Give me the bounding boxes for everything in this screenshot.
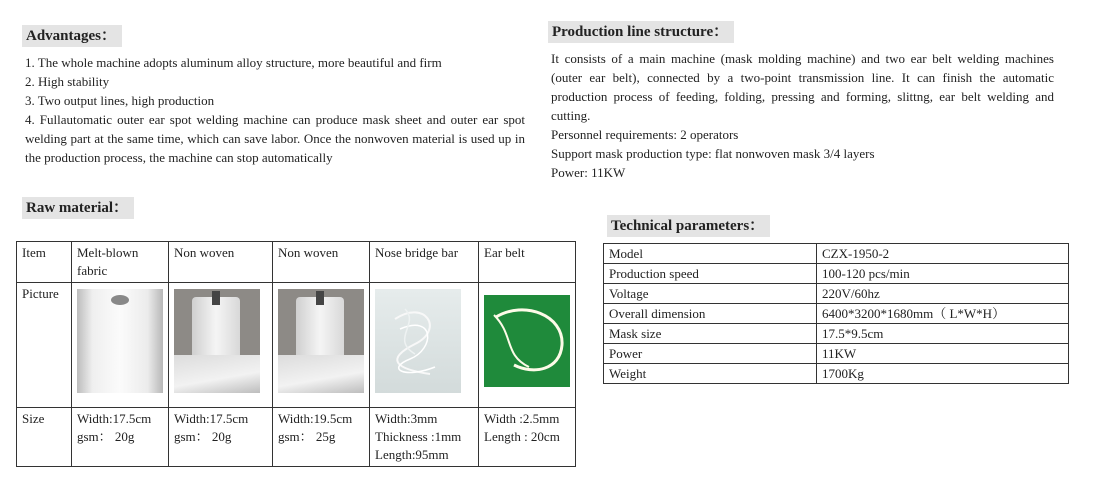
material-picture-cell xyxy=(169,283,273,408)
material-name: Nose bridge bar xyxy=(370,242,479,283)
power-text: Power: 11KW xyxy=(551,165,626,180)
table-row xyxy=(604,304,1069,324)
param-value: 6400*3200*1680mm（ L*W*H） xyxy=(817,304,1069,324)
material-picture-cell xyxy=(273,283,370,408)
table-row xyxy=(604,344,1069,364)
nose-bridge-wire-image xyxy=(375,289,461,393)
ear-belt-loop-image xyxy=(484,295,570,387)
support-type: Support mask production type: flat nonwoven mask 3/4 layers xyxy=(551,146,875,161)
table-row xyxy=(604,284,1069,304)
param-value: 1700Kg xyxy=(817,364,1069,384)
size-line: gsm： 25g xyxy=(278,429,336,444)
size-line: Length : 20cm xyxy=(484,429,560,444)
material-name: Non woven xyxy=(273,242,370,283)
melt-blown-roll-image xyxy=(77,289,163,393)
material-size xyxy=(72,408,169,467)
param-value: 100-120 pcs/min xyxy=(817,264,1069,284)
param-key: Overall dimension xyxy=(604,304,817,324)
size-line: gsm： 20g xyxy=(77,429,135,444)
material-name: Non woven xyxy=(169,242,273,283)
advantages-list xyxy=(25,53,525,167)
material-name: Ear belt xyxy=(479,242,576,283)
advantage-item: 3. Two output lines, high production xyxy=(25,93,215,108)
material-picture-cell xyxy=(370,283,479,408)
material-name: Melt-blown fabric xyxy=(72,242,169,283)
size-line: Width:17.5cm xyxy=(77,411,152,426)
param-key: Mask size xyxy=(604,324,817,344)
advantages-heading: Advantages： xyxy=(22,25,122,47)
raw-material-table xyxy=(16,241,576,467)
advantage-item: 4. Fullautomatic outer ear spot welding machine can produce mask sheet and outer ear spot welding part at the same time, which can save labor. Once the nonwoven material is used up in the production process, the machine can stop automatically xyxy=(25,112,525,165)
size-line: gsm： 20g xyxy=(174,429,232,444)
row-label-picture: Picture xyxy=(17,283,72,408)
advantage-item: 1. The whole machine adopts aluminum alloy structure, more beautiful and firm xyxy=(25,55,442,70)
table-row xyxy=(604,324,1069,344)
table-row xyxy=(604,244,1069,264)
production-heading: Production line structure： xyxy=(548,21,734,43)
nonwoven-roll-image xyxy=(174,289,260,393)
param-key: Voltage xyxy=(604,284,817,304)
param-value: 220V/60hz xyxy=(817,284,1069,304)
nonwoven-roll-image xyxy=(278,289,364,393)
size-line: Thickness :1mm xyxy=(375,429,462,444)
table-row xyxy=(17,408,576,467)
personnel-requirements: Personnel requirements: 2 operators xyxy=(551,127,739,142)
row-label-size: Size xyxy=(17,408,72,467)
param-key: Model xyxy=(604,244,817,264)
size-line: Width:17.5cm xyxy=(174,411,249,426)
table-row xyxy=(17,242,576,283)
production-description xyxy=(551,49,1054,182)
material-size xyxy=(370,408,479,467)
advantage-item: 2. High stability xyxy=(25,74,110,89)
size-line: Length:95mm xyxy=(375,447,449,462)
param-key: Power xyxy=(604,344,817,364)
material-size xyxy=(273,408,370,467)
size-line: Width:3mm xyxy=(375,411,438,426)
raw-material-heading: Raw material： xyxy=(22,197,134,219)
technical-parameters-table xyxy=(603,243,1069,384)
material-size xyxy=(169,408,273,467)
param-value: CZX-1950-2 xyxy=(817,244,1069,264)
param-value: 11KW xyxy=(817,344,1069,364)
table-row xyxy=(604,264,1069,284)
material-picture-cell xyxy=(72,283,169,408)
material-size xyxy=(479,408,576,467)
table-row xyxy=(17,283,576,408)
param-key: Production speed xyxy=(604,264,817,284)
material-picture-cell xyxy=(479,283,576,408)
technical-heading: Technical parameters： xyxy=(607,215,770,237)
size-line: Width:19.5cm xyxy=(278,411,353,426)
param-value: 17.5*9.5cm xyxy=(817,324,1069,344)
row-label-item: Item xyxy=(17,242,72,283)
table-row xyxy=(604,364,1069,384)
production-text: It consists of a main machine (mask molding machine) and two ear belt welding machines (outer ear belt), connected by a two-point transmission line. It can finish the automatic production process of feeding, folding, pressing and forming, slittng, ear belt welding and cutting. xyxy=(551,51,1054,123)
size-line: Width :2.5mm xyxy=(484,411,560,426)
param-key: Weight xyxy=(604,364,817,384)
